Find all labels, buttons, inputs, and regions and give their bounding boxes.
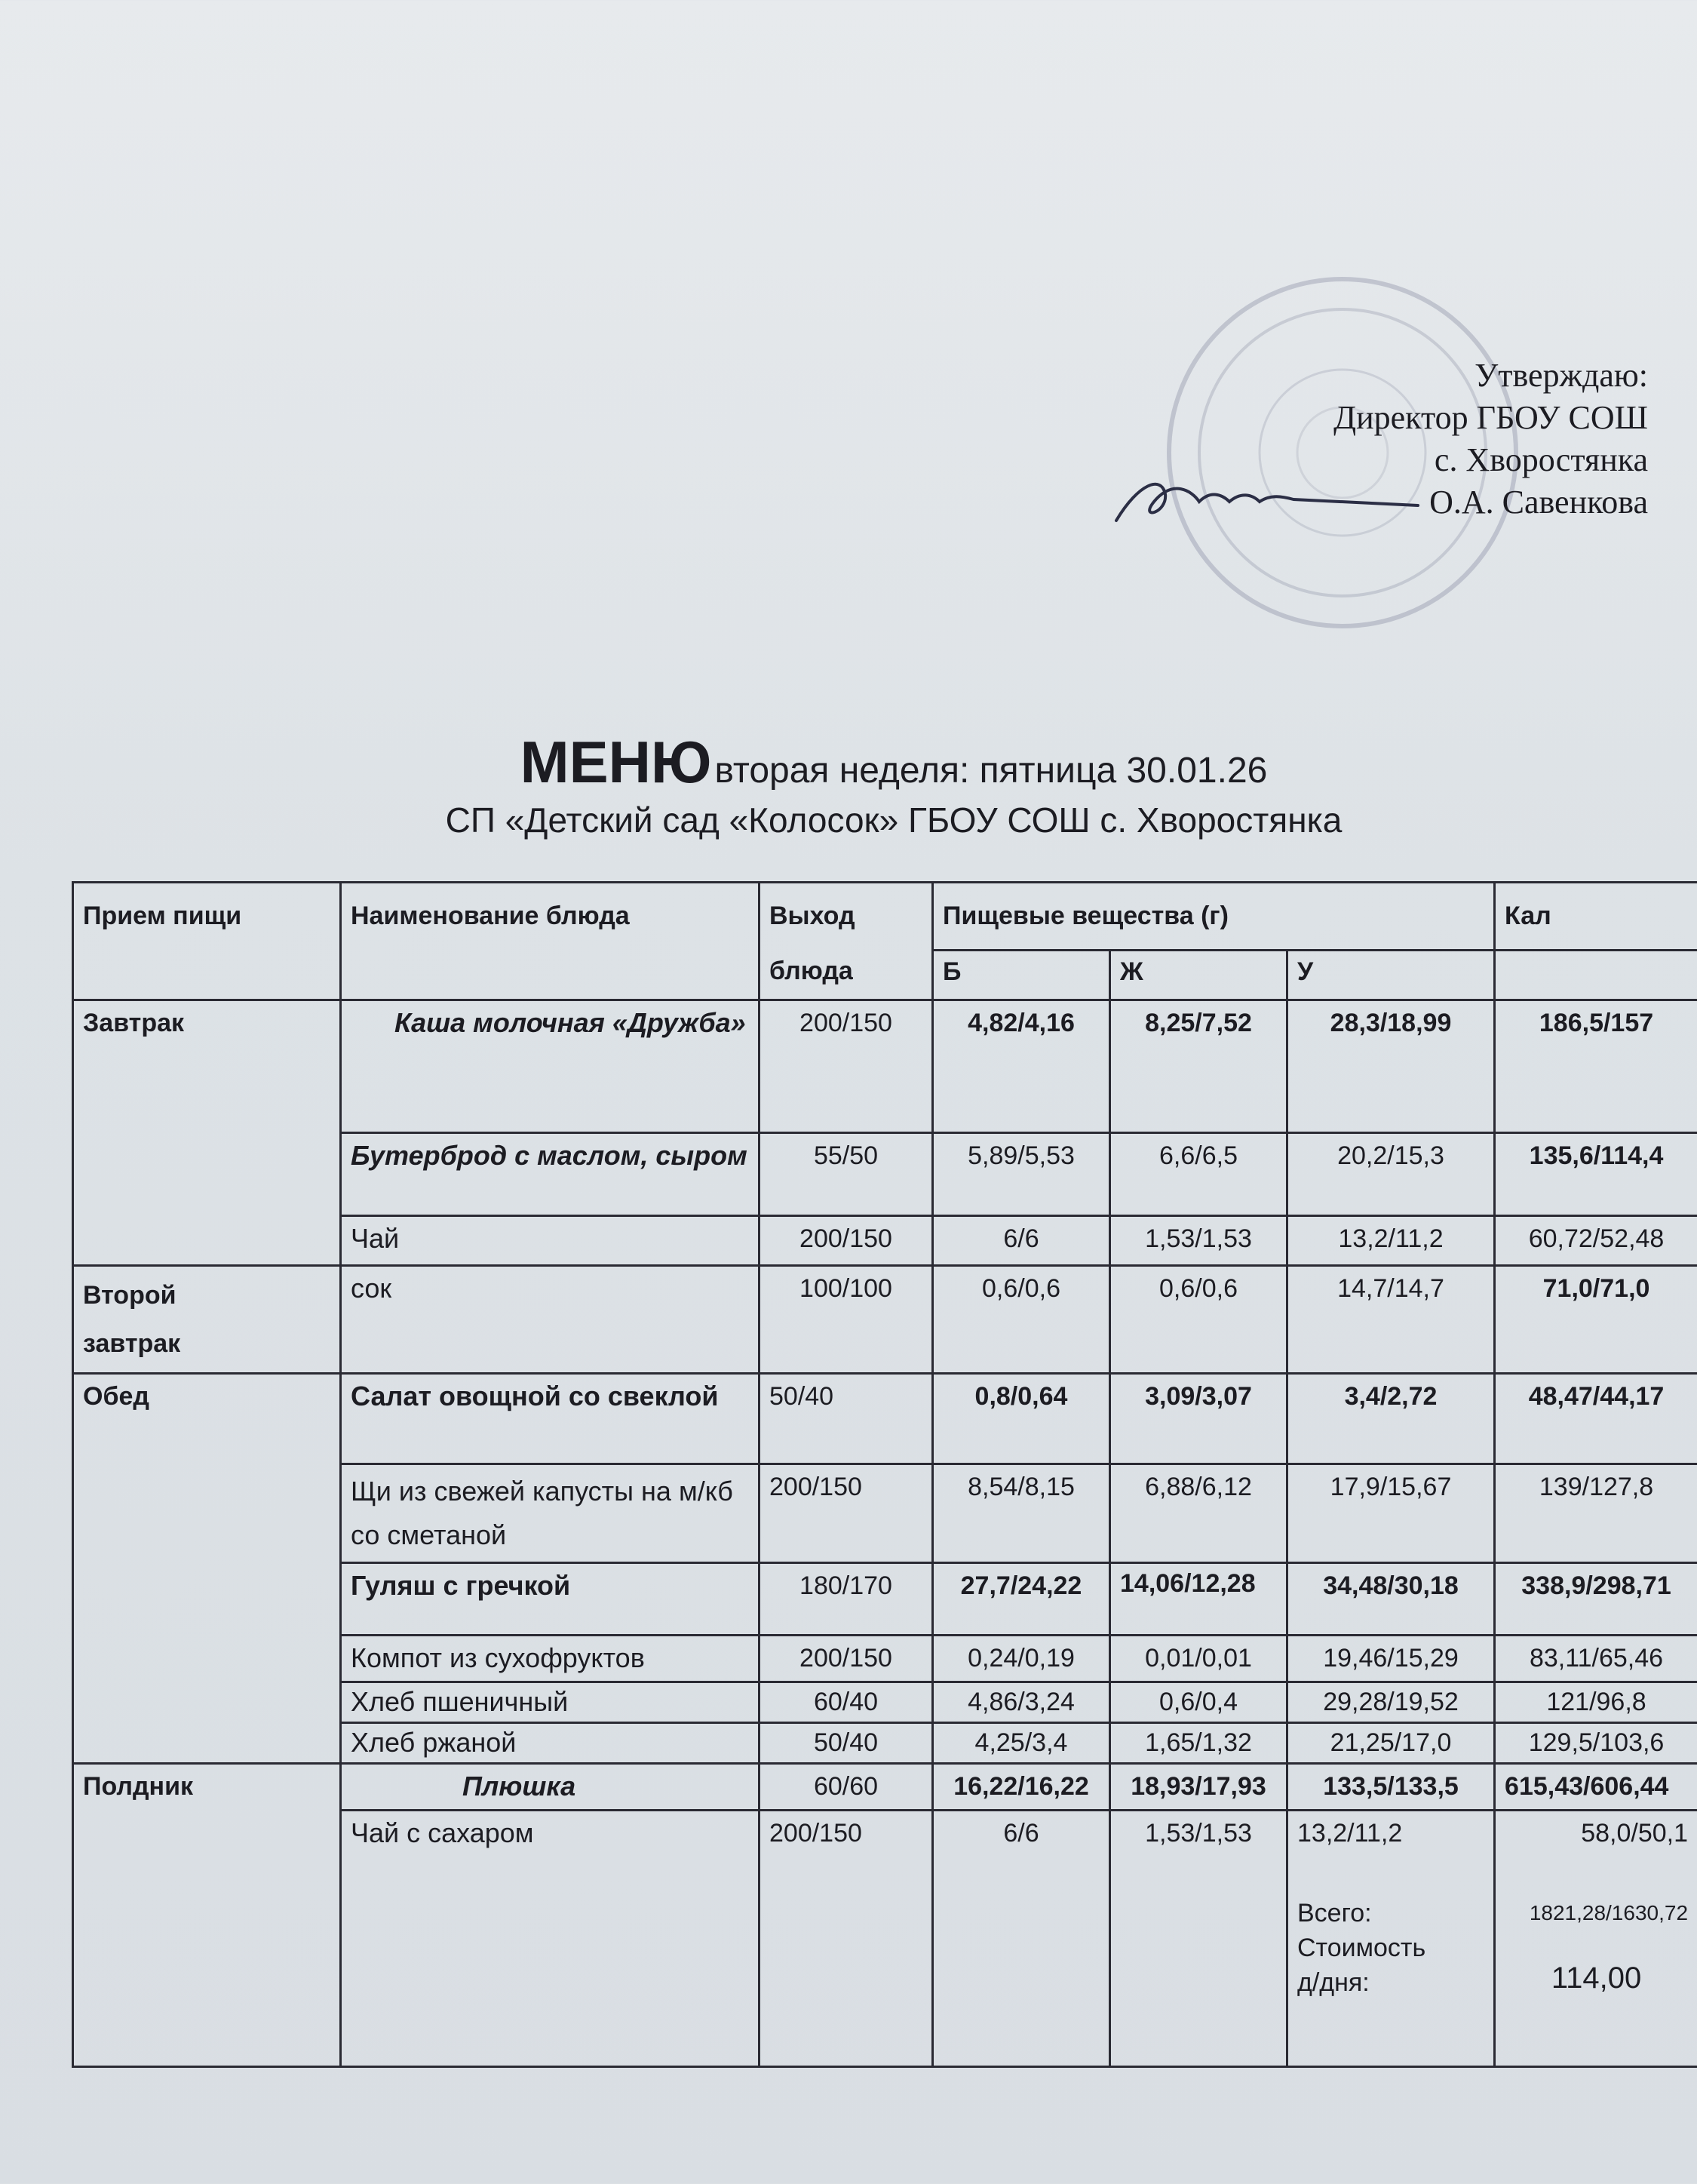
dish-kcal: 83,11/65,46	[1495, 1636, 1697, 1682]
dish-fat: 14,06/12,28	[1110, 1563, 1287, 1636]
dish-fat: 8,25/7,52	[1110, 1000, 1287, 1133]
meal-second-breakfast-line: Второй	[83, 1281, 176, 1310]
header-protein: Б	[933, 951, 1110, 1000]
meal-snack: Полдник	[73, 1764, 341, 2067]
dish-carbs: 20,2/15,3	[1287, 1133, 1495, 1216]
totals-labels-cell	[1287, 1811, 1495, 2067]
dish-name: Салат овощной со свеклой	[341, 1374, 760, 1464]
header-row	[73, 883, 1697, 951]
cost-label-line: Стоимость	[1297, 1934, 1426, 1962]
dish-fat: 1,65/1,32	[1110, 1723, 1287, 1764]
dish-name: Гуляш с гречкой	[341, 1563, 760, 1636]
dish-name: Щи из свежей капусты на м/кб со сметаной	[341, 1464, 760, 1563]
dish-carbs: 19,46/15,29	[1287, 1636, 1495, 1682]
dish-fat: 6,6/6,5	[1110, 1133, 1287, 1216]
dish-yield: 200/150	[760, 1000, 933, 1133]
dish-kcal: 615,43/606,44	[1495, 1764, 1697, 1811]
table-row	[73, 1374, 1697, 1464]
cost-value: 114,00	[1551, 1961, 1642, 1995]
dish-yield: 200/150	[760, 1464, 933, 1563]
dish-protein: 4,82/4,16	[933, 1000, 1110, 1133]
dish-yield: 50/40	[760, 1723, 933, 1764]
table-row	[73, 1000, 1697, 1133]
dish-fat: 3,09/3,07	[1110, 1374, 1287, 1464]
dish-carbs: 28,3/18,99	[1287, 1000, 1495, 1133]
dish-fat: 0,6/0,6	[1110, 1266, 1287, 1374]
header-nutrients: Пищевые вещества (г)	[933, 883, 1495, 951]
dish-fat: 1,53/1,53	[1110, 1216, 1287, 1266]
dish-name: Бутерброд с маслом, сыром	[341, 1133, 760, 1216]
dish-yield: 200/150	[760, 1216, 933, 1266]
header-dish: Наименование блюда	[341, 883, 760, 1000]
spacer	[1297, 1851, 1484, 1896]
dish-protein: 6/6	[933, 1811, 1110, 2067]
dish-carbs: 3,4/2,72	[1287, 1374, 1495, 1464]
header-meal: Прием пищи	[73, 883, 341, 1000]
dish-protein: 5,89/5,53	[933, 1133, 1110, 1216]
totals-values-cell	[1495, 1811, 1697, 2067]
header-yield-2: блюда	[760, 951, 933, 1000]
signature-mark	[1109, 460, 1425, 536]
table-row	[73, 1266, 1697, 1374]
dish-carbs: 29,28/19,52	[1287, 1682, 1495, 1723]
spacer	[1505, 1931, 1688, 1961]
header-carbs: У	[1287, 951, 1495, 1000]
dish-protein: 0,8/0,64	[933, 1374, 1110, 1464]
dish-yield: 60/60	[760, 1764, 933, 1811]
approval-line: с. Хворостянка	[1434, 441, 1648, 478]
dish-kcal: 121/96,8	[1495, 1682, 1697, 1723]
approval-line: О.А. Савенкова	[1429, 484, 1648, 521]
dish-carbs: 34,48/30,18	[1287, 1563, 1495, 1636]
approval-line: Утверждаю:	[1475, 357, 1648, 394]
dish-carbs: 13,2/11,2	[1287, 1216, 1495, 1266]
dish-protein: 4,25/3,4	[933, 1723, 1110, 1764]
dish-protein: 0,6/0,6	[933, 1266, 1110, 1374]
dish-protein: 0,24/0,19	[933, 1636, 1110, 1682]
dish-kcal: 139/127,8	[1495, 1464, 1697, 1563]
header-fat: Ж	[1110, 951, 1287, 1000]
dish-name: сок	[341, 1266, 760, 1374]
total-value: 1821,28/1630,72	[1529, 1901, 1689, 1924]
header-yield: Выход	[760, 883, 933, 951]
menu-table	[72, 881, 1697, 2068]
meal-second-breakfast	[73, 1266, 341, 1374]
title-menu: МЕНЮ	[520, 729, 712, 795]
dish-yield: 50/40	[760, 1374, 933, 1464]
cost-label-line: д/дня:	[1297, 1968, 1370, 1997]
dish-carbs: 21,25/17,0	[1287, 1723, 1495, 1764]
meal-lunch: Обед	[73, 1374, 341, 1764]
dish-yield: 200/150	[760, 1811, 933, 2067]
dish-name: Хлеб пшеничный	[341, 1682, 760, 1723]
total-label: Всего:	[1297, 1899, 1372, 1928]
dish-kcal: 186,5/157	[1495, 1000, 1697, 1133]
page-title	[0, 728, 1697, 797]
dish-protein: 16,22/16,22	[933, 1764, 1110, 1811]
carbs-value: 13,2/11,2	[1297, 1819, 1403, 1848]
dish-carbs: 14,7/14,7	[1287, 1266, 1495, 1374]
dish-fat: 1,53/1,53	[1110, 1811, 1287, 2067]
dish-name: Чай с сахаром	[341, 1811, 760, 2067]
dish-fat: 0,6/0,4	[1110, 1682, 1287, 1723]
dish-kcal: 129,5/103,6	[1495, 1723, 1697, 1764]
dish-name: Каша молочная «Дружба»	[341, 1000, 760, 1133]
dish-yield: 180/170	[760, 1563, 933, 1636]
spacer	[1505, 1851, 1688, 1896]
dish-kcal: 338,9/298,71	[1495, 1563, 1697, 1636]
dish-yield: 60/40	[760, 1682, 933, 1723]
dish-name: Плюшка	[341, 1764, 760, 1811]
dish-yield: 200/150	[760, 1636, 933, 1682]
dish-protein: 8,54/8,15	[933, 1464, 1110, 1563]
table-row	[73, 1764, 1697, 1811]
dish-yield: 55/50	[760, 1133, 933, 1216]
meal-second-breakfast-line: завтрак	[83, 1329, 181, 1358]
kcal-value: 58,0/50,1	[1581, 1819, 1689, 1848]
title-date: вторая неделя: пятница 30.01.26	[714, 751, 1268, 791]
approval-line: Директор ГБОУ СОШ	[1333, 399, 1648, 436]
dish-carbs: 17,9/15,67	[1287, 1464, 1495, 1563]
dish-name: Компот из сухофруктов	[341, 1636, 760, 1682]
header-kcal: Кал	[1495, 883, 1697, 951]
page-subtitle: СП «Детский сад «Колосок» ГБОУ СОШ с. Хворостянка	[445, 800, 1343, 840]
dish-kcal: 48,47/44,17	[1495, 1374, 1697, 1464]
dish-kcal: 135,6/114,4	[1495, 1133, 1697, 1216]
dish-protein: 4,86/3,24	[933, 1682, 1110, 1723]
dish-yield: 100/100	[760, 1266, 933, 1374]
dish-fat: 18,93/17,93	[1110, 1764, 1287, 1811]
dish-carbs: 133,5/133,5	[1287, 1764, 1495, 1811]
dish-name: Хлеб ржаной	[341, 1723, 760, 1764]
dish-protein: 6/6	[933, 1216, 1110, 1266]
dish-kcal: 60,72/52,48	[1495, 1216, 1697, 1266]
dish-kcal: 71,0/71,0	[1495, 1266, 1697, 1374]
header-kcal-2	[1495, 951, 1697, 1000]
meal-breakfast: Завтрак	[73, 1000, 341, 1266]
dish-fat: 6,88/6,12	[1110, 1464, 1287, 1563]
dish-name: Чай	[341, 1216, 760, 1266]
dish-protein: 27,7/24,22	[933, 1563, 1110, 1636]
dish-fat: 0,01/0,01	[1110, 1636, 1287, 1682]
